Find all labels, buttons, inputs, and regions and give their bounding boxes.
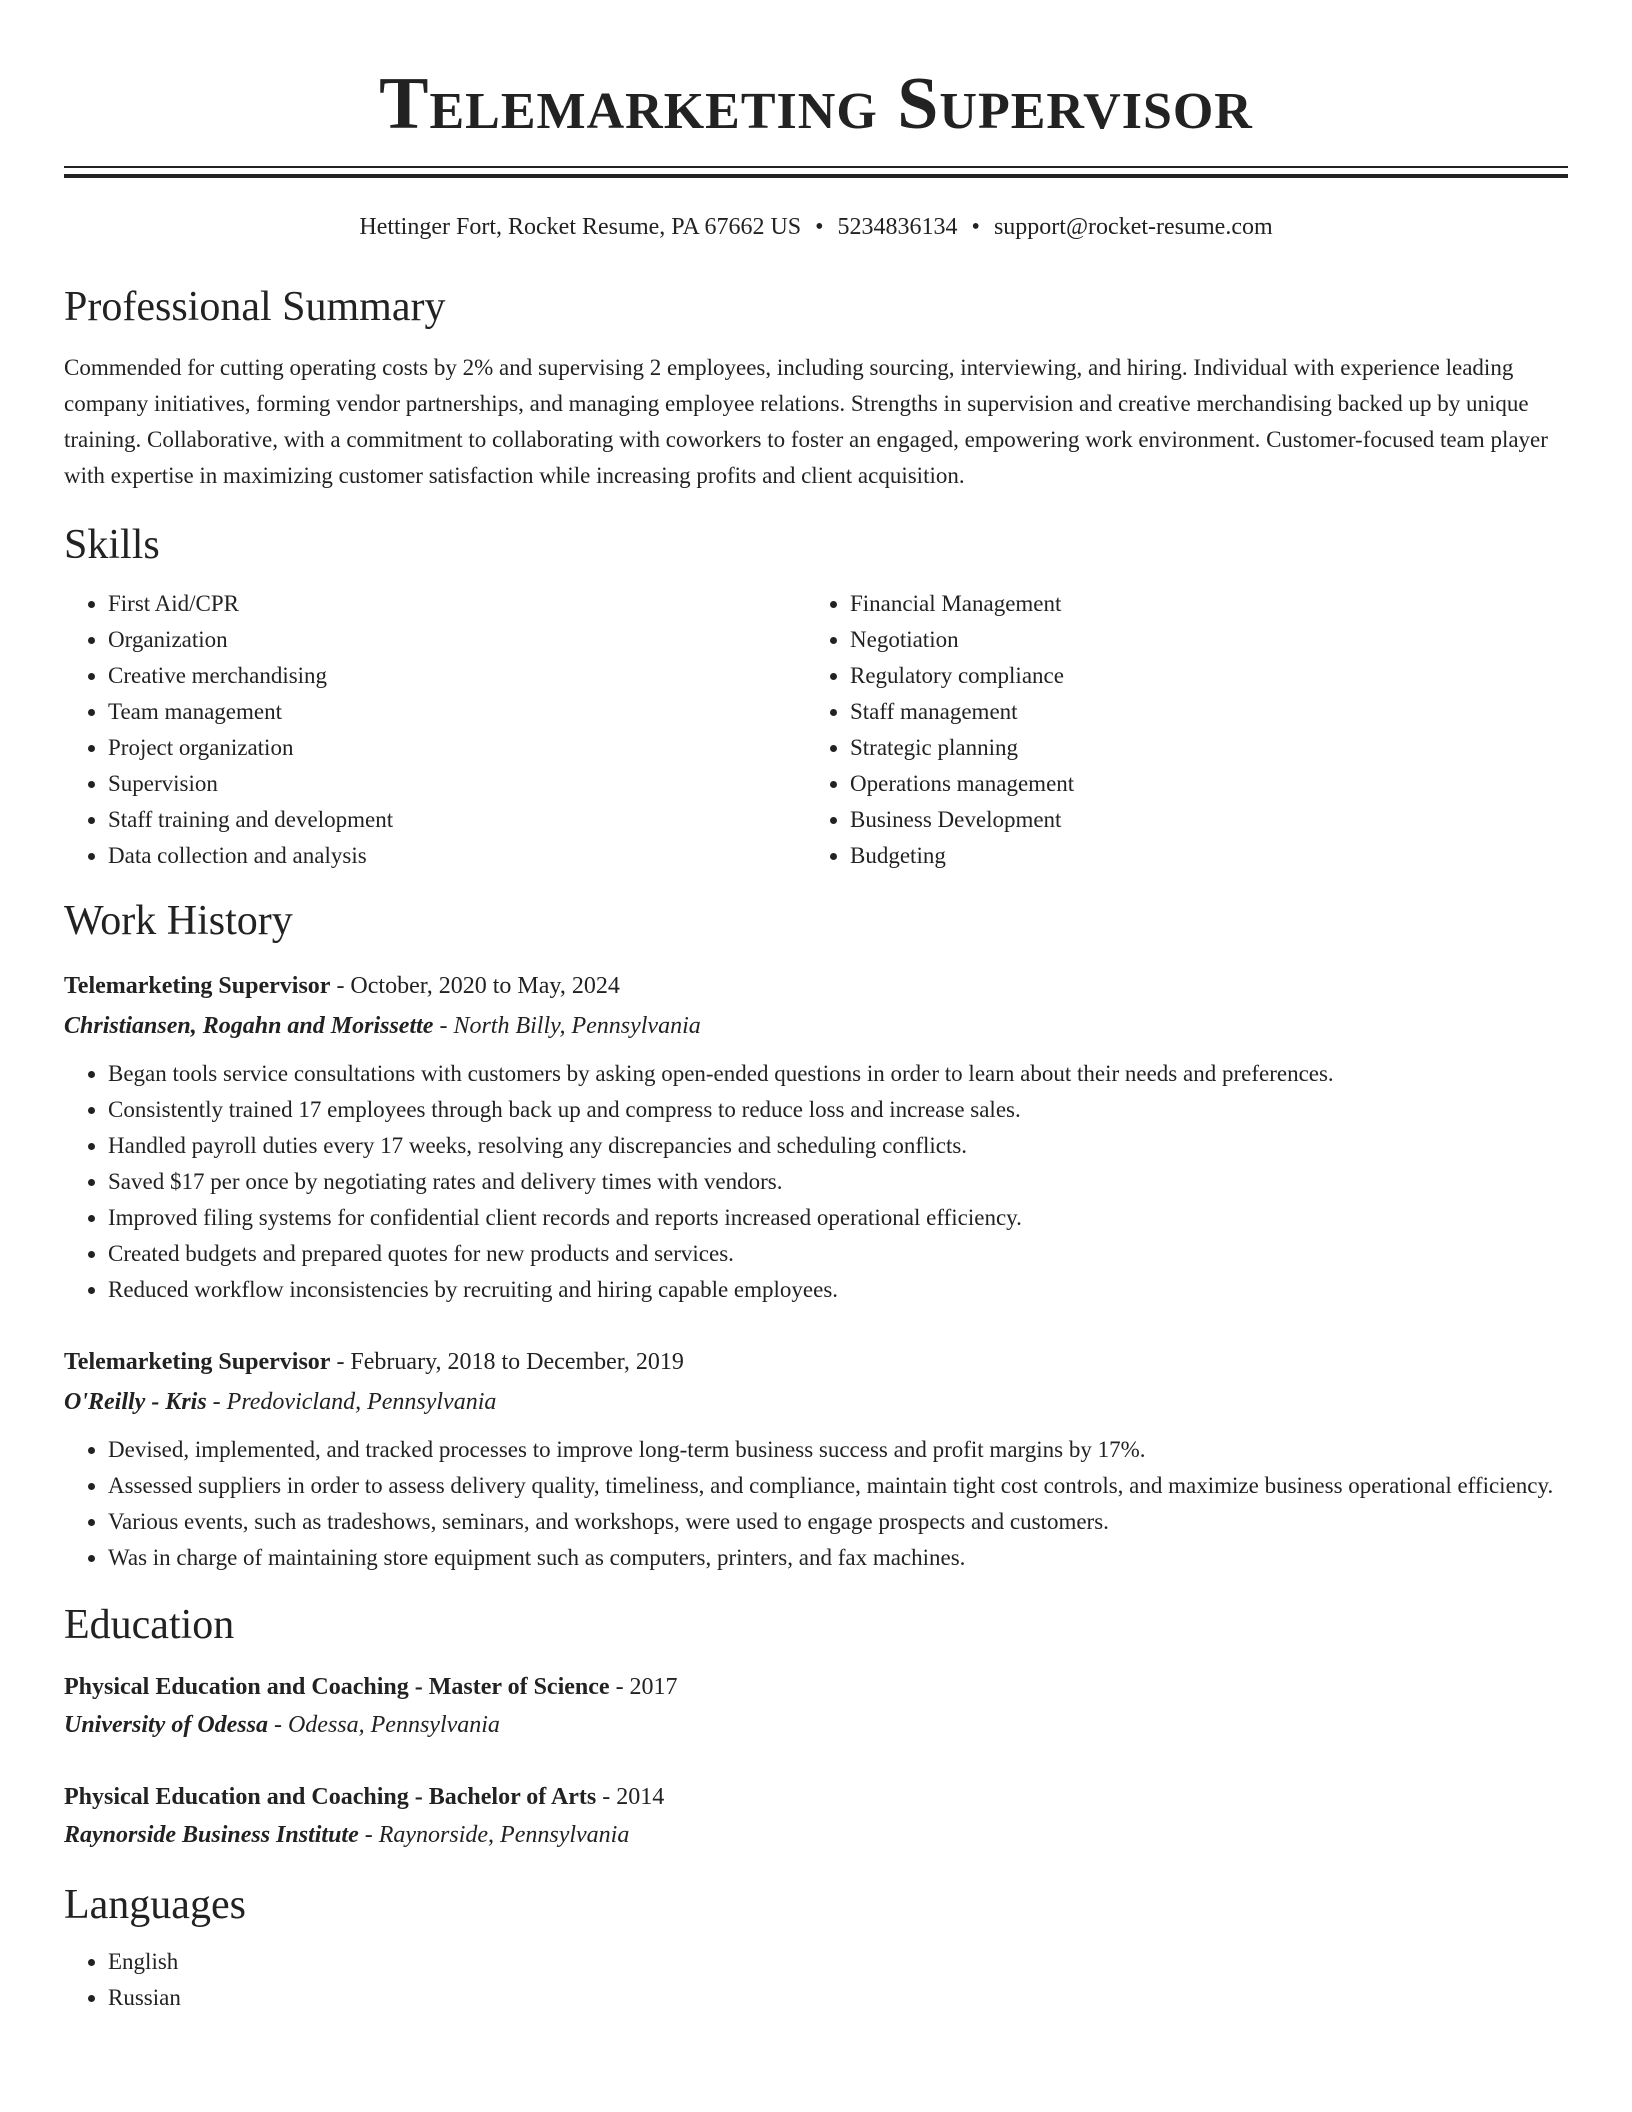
job-bullet: • Began tools service consultations with customers by asking open-ended questions in order to learn about their needs and preferences. (108, 1056, 1568, 1092)
job-bullet: • Created budgets and prepared quotes for new products and services. (108, 1236, 1568, 1272)
education-location: - Raynorside, Pennsylvania (358, 1822, 630, 1848)
education-degree-line (64, 1778, 1568, 1816)
job-entry (64, 1342, 1568, 1576)
skill-item: • Project organization (108, 730, 806, 766)
skill-item: • Operations management (850, 766, 1548, 802)
skill-item: • Regulatory compliance (850, 658, 1548, 694)
skill-item: • First Aid/CPR (108, 586, 806, 622)
contact-email: support@rocket-resume.com (993, 214, 1273, 240)
job-entry (64, 966, 1568, 1308)
skill-item: • Staff training and development (108, 802, 806, 838)
job-bullet: • Assessed suppliers in order to assess delivery quality, timeliness, and compliance, maintain tight cost controls, and maximize business operational efficiency. (108, 1468, 1568, 1504)
languages-list (64, 1944, 1568, 2016)
job-bullet: • Improved filing systems for confidential client records and reports increased operational efficiency. (108, 1200, 1568, 1236)
languages-heading: Languages (64, 1882, 246, 1928)
contact-separator: • (971, 214, 980, 240)
education-entry (64, 1778, 1568, 1854)
job-bullet: • Saved $17 per once by negotiating rates and delivery times with vendors. (108, 1164, 1568, 1200)
education-year: - 2017 (609, 1674, 678, 1700)
skill-item: • Supervision (108, 766, 806, 802)
job-bullet: • Handled payroll duties every 17 weeks, resolving any discrepancies and scheduling conflicts. (108, 1128, 1568, 1164)
job-role: Telemarketing Supervisor (64, 1349, 331, 1375)
education-school-line (64, 1816, 1568, 1854)
contact-separator: • (815, 214, 824, 240)
job-bullet: • Devised, implemented, and tracked processes to improve long-term business success and profit margins by 17%. (108, 1432, 1568, 1468)
education-school: Raynorside Business Institute (64, 1822, 359, 1848)
skill-item: • Organization (108, 622, 806, 658)
job-company: Christiansen, Rogahn and Morissette (64, 1013, 434, 1039)
job-company-line (64, 1006, 1568, 1046)
education-entry (64, 1668, 1568, 1744)
skill-item: • Financial Management (850, 586, 1548, 622)
job-bullets (64, 1056, 1568, 1308)
job-bullet: • Reduced workflow inconsistencies by recruiting and hiring capable employees. (108, 1272, 1568, 1308)
education-heading: Education (64, 1602, 235, 1648)
job-bullet: • Was in charge of maintaining store equipment such as computers, printers, and fax machines. (108, 1540, 1568, 1576)
skills-heading: Skills (64, 522, 160, 568)
job-dates: - February, 2018 to December, 2019 (330, 1349, 684, 1375)
resume-page (64, 0, 1568, 2016)
education-degree-line (64, 1668, 1568, 1706)
job-location: - Predovicland, Pennsylvania (206, 1389, 497, 1415)
skill-item: • Creative merchandising (108, 658, 806, 694)
resume-name: Telemarketing Supervisor (379, 63, 1253, 145)
skills-list-right (806, 586, 1548, 874)
education-year: - 2014 (596, 1784, 665, 1810)
skill-item: • Strategic planning (850, 730, 1548, 766)
job-title-line (64, 966, 1568, 1006)
header-divider-thin (64, 166, 1568, 168)
contact-line (64, 212, 1568, 242)
job-title-line (64, 1342, 1568, 1382)
education-location: - Odessa, Pennsylvania (267, 1712, 500, 1738)
education-school: University of Odessa (64, 1712, 268, 1738)
contact-phone: 5234836134 (837, 214, 958, 240)
skill-item: • Budgeting (850, 838, 1548, 874)
contact-address: Hettinger Fort, Rocket Resume, PA 67662 US (359, 214, 802, 240)
skill-item: • Staff management (850, 694, 1548, 730)
work-history-heading: Work History (64, 898, 293, 944)
education-degree: Physical Education and Coaching - Master of Science (64, 1674, 610, 1700)
skill-item: • Business Development (850, 802, 1548, 838)
language-item: • Russian (108, 1980, 1568, 2016)
skill-item: • Negotiation (850, 622, 1548, 658)
job-role: Telemarketing Supervisor (64, 973, 331, 999)
summary-heading: Professional Summary (64, 284, 446, 330)
job-dates: - October, 2020 to May, 2024 (330, 973, 620, 999)
skills-list-left (64, 586, 806, 874)
skills-columns (64, 586, 1568, 874)
job-bullet: • Consistently trained 17 employees through back up and compress to reduce loss and increase sales. (108, 1092, 1568, 1128)
job-company: O'Reilly - Kris (64, 1389, 207, 1415)
skill-item: • Data collection and analysis (108, 838, 806, 874)
header-divider-thick (64, 174, 1568, 178)
job-location: - North Billy, Pennsylvania (433, 1013, 701, 1039)
skill-item: • Team management (108, 694, 806, 730)
job-bullet: • Various events, such as tradeshows, seminars, and workshops, were used to engage prospects and customers. (108, 1504, 1568, 1540)
job-bullets (64, 1432, 1568, 1576)
language-item: • English (108, 1944, 1568, 1980)
education-school-line (64, 1706, 1568, 1744)
summary-text: Commended for cutting operating costs by 2% and supervising 2 employees, including sourcing, interviewing, and hiring. Individual with experience leading company initiatives, forming vendor partnerships, and managing employee relations. Strengths in supervision and creative merchandising backed up by unique training. Collaborative, with a commitment to collaborating with coworkers to foster an engaged, empowering work environment. Customer-focused team player with expertise in maximizing customer satisfaction while increasing profits and client acquisition. (64, 355, 1548, 488)
education-degree: Physical Education and Coaching - Bachelor of Arts (64, 1784, 597, 1810)
job-company-line (64, 1382, 1568, 1422)
